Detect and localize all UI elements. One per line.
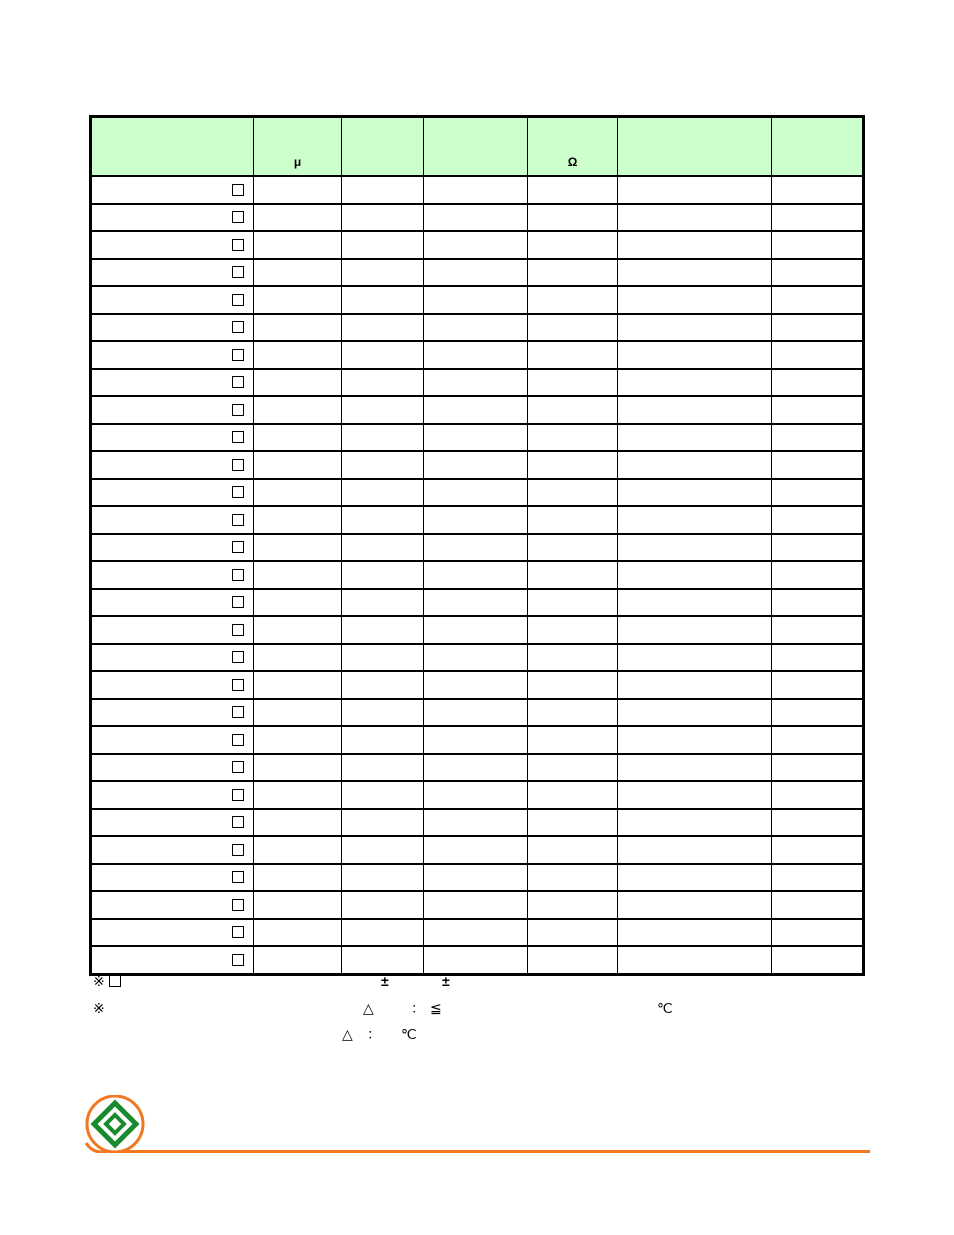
table-row: [91, 726, 864, 754]
table-row: [91, 589, 864, 617]
table-cell: [342, 561, 424, 589]
table-cell: [254, 506, 342, 534]
table-cell: [618, 231, 772, 259]
table-cell: [528, 864, 618, 892]
part-number-cell: [91, 919, 254, 947]
table-cell: [254, 644, 342, 672]
part-number-cell: [91, 616, 254, 644]
table-cell: [772, 616, 864, 644]
table-row: [91, 754, 864, 782]
table-cell: [254, 231, 342, 259]
table-cell: [424, 534, 528, 562]
box-icon: [232, 954, 244, 966]
table-row: [91, 396, 864, 424]
note-line-2: [93, 1000, 673, 1016]
table-cell: [772, 919, 864, 947]
part-number-cell: [91, 479, 254, 507]
table-cell: [342, 726, 424, 754]
table-cell: [424, 424, 528, 452]
table-cell: [424, 506, 528, 534]
table-cell: [618, 644, 772, 672]
table-cell: [772, 726, 864, 754]
table-cell: [528, 919, 618, 947]
box-icon: [232, 486, 244, 498]
table-cell: [254, 561, 342, 589]
box-icon: [232, 734, 244, 746]
delta-symbol: △: [342, 1026, 353, 1042]
table-cell: [772, 864, 864, 892]
table-cell: [772, 341, 864, 369]
table-cell: [772, 314, 864, 342]
box-icon: [232, 239, 244, 251]
box-icon: [232, 184, 244, 196]
table-cell: [772, 809, 864, 837]
spec-table: [89, 115, 865, 976]
table-row: [91, 176, 864, 204]
table-row: [91, 534, 864, 562]
table-row: [91, 561, 864, 589]
table-cell: [618, 204, 772, 232]
table-cell: [618, 176, 772, 204]
table-cell: [528, 754, 618, 782]
table-cell: [342, 836, 424, 864]
table-cell: [772, 396, 864, 424]
table-row: [91, 644, 864, 672]
table-cell: [424, 864, 528, 892]
table-cell: [254, 176, 342, 204]
table-cell: [618, 341, 772, 369]
part-number-cell: [91, 231, 254, 259]
table-cell: [528, 506, 618, 534]
header-row: [91, 117, 864, 177]
part-number-cell: [91, 369, 254, 397]
table-cell: [342, 314, 424, 342]
box-icon: [232, 431, 244, 443]
table-cell: [618, 286, 772, 314]
part-number-cell: [91, 809, 254, 837]
table-cell: [618, 781, 772, 809]
celsius-symbol: ℃: [657, 1000, 673, 1016]
part-number-cell: [91, 836, 254, 864]
table-cell: [254, 946, 342, 974]
table-cell: [772, 204, 864, 232]
box-icon: [232, 349, 244, 361]
table-cell: [772, 506, 864, 534]
box-icon: [232, 514, 244, 526]
box-icon: [232, 541, 244, 553]
table-cell: [528, 204, 618, 232]
reference-mark: ※: [93, 1000, 105, 1016]
table-cell: [618, 754, 772, 782]
table-cell: [254, 671, 342, 699]
table-row: [91, 864, 864, 892]
part-number-cell: [91, 699, 254, 727]
table-cell: [528, 699, 618, 727]
table-cell: [618, 726, 772, 754]
table-cell: [342, 919, 424, 947]
part-number-cell: [91, 341, 254, 369]
box-icon: [232, 706, 244, 718]
footer-divider: [118, 1150, 870, 1153]
header-cell: μ: [254, 117, 342, 177]
header-cell: [91, 117, 254, 177]
table-cell: [528, 424, 618, 452]
table-cell: [772, 259, 864, 287]
table-cell: [424, 946, 528, 974]
table-row: [91, 314, 864, 342]
table-cell: [424, 671, 528, 699]
table-cell: [424, 644, 528, 672]
table-cell: [528, 314, 618, 342]
box-icon: [232, 926, 244, 938]
table-cell: [772, 946, 864, 974]
table-cell: [618, 699, 772, 727]
box-icon: [232, 789, 244, 801]
table-cell: [342, 809, 424, 837]
table-row: [91, 369, 864, 397]
table-cell: [424, 369, 528, 397]
table-cell: [254, 341, 342, 369]
part-number-cell: [91, 781, 254, 809]
table-cell: [254, 919, 342, 947]
table-cell: [254, 259, 342, 287]
table-cell: [342, 424, 424, 452]
table-row: [91, 836, 864, 864]
table-cell: [254, 699, 342, 727]
table-cell: [618, 919, 772, 947]
table-cell: [254, 424, 342, 452]
table-cell: [342, 864, 424, 892]
table-cell: [772, 451, 864, 479]
table-cell: [618, 451, 772, 479]
box-icon: [232, 651, 244, 663]
table-row: [91, 506, 864, 534]
box-icon: [232, 844, 244, 856]
table-cell: [528, 369, 618, 397]
table-cell: [424, 204, 528, 232]
part-number-cell: [91, 204, 254, 232]
celsius-symbol: ℃: [401, 1026, 417, 1042]
table-cell: [618, 891, 772, 919]
table-cell: [342, 534, 424, 562]
table-cell: [254, 616, 342, 644]
table-cell: [528, 644, 618, 672]
table-cell: [342, 369, 424, 397]
table-cell: [254, 286, 342, 314]
part-number-cell: [91, 314, 254, 342]
company-logo-icon: [84, 1095, 146, 1153]
table-row: [91, 891, 864, 919]
table-cell: [618, 836, 772, 864]
table-cell: [342, 671, 424, 699]
table-cell: [772, 534, 864, 562]
table-cell: [528, 781, 618, 809]
table-cell: [424, 314, 528, 342]
table-cell: [342, 781, 424, 809]
table-cell: [528, 589, 618, 617]
leq-symbol: ≦: [430, 1000, 442, 1016]
table-cell: [528, 231, 618, 259]
table-cell: [254, 451, 342, 479]
header-cell: Ω: [528, 117, 618, 177]
table-row: [91, 259, 864, 287]
part-number-cell: [91, 534, 254, 562]
table-cell: [342, 286, 424, 314]
table-cell: [342, 589, 424, 617]
table-cell: [618, 589, 772, 617]
box-icon: [232, 569, 244, 581]
table-cell: [618, 479, 772, 507]
box-icon: [232, 624, 244, 636]
note-line-3: [342, 1026, 417, 1042]
part-number-cell: [91, 754, 254, 782]
table-cell: [528, 396, 618, 424]
box-icon: [232, 266, 244, 278]
table-cell: [342, 506, 424, 534]
table-cell: [772, 644, 864, 672]
table-cell: [528, 891, 618, 919]
table-cell: [528, 616, 618, 644]
table-cell: [772, 754, 864, 782]
reference-mark: ※: [93, 973, 105, 989]
table-cell: [772, 561, 864, 589]
part-number-cell: [91, 671, 254, 699]
table-row: [91, 946, 864, 974]
part-number-cell: [91, 286, 254, 314]
table-cell: [772, 369, 864, 397]
table-cell: [528, 341, 618, 369]
table-cell: [528, 809, 618, 837]
table-cell: [772, 479, 864, 507]
table-cell: [772, 699, 864, 727]
box-icon: [232, 899, 244, 911]
box-icon: [232, 294, 244, 306]
table-cell: [528, 561, 618, 589]
note-line-1: [93, 973, 450, 989]
plus-minus-symbol: ±: [442, 973, 450, 989]
box-icon: [232, 321, 244, 333]
table-cell: [254, 479, 342, 507]
table-cell: [254, 534, 342, 562]
table-cell: [772, 781, 864, 809]
table-row: [91, 341, 864, 369]
table-cell: [424, 396, 528, 424]
table-cell: [342, 699, 424, 727]
table-cell: [772, 231, 864, 259]
table-cell: [424, 699, 528, 727]
table-cell: [528, 259, 618, 287]
header-cell: [424, 117, 528, 177]
table-cell: [528, 286, 618, 314]
table-cell: [424, 176, 528, 204]
table-cell: [772, 589, 864, 617]
header-cell: [772, 117, 864, 177]
table-row: [91, 809, 864, 837]
table-cell: [618, 396, 772, 424]
table-cell: [342, 479, 424, 507]
table-cell: [424, 919, 528, 947]
table-row: [91, 699, 864, 727]
box-icon: [232, 404, 244, 416]
table-cell: [254, 809, 342, 837]
table-cell: [254, 891, 342, 919]
table-cell: [342, 451, 424, 479]
table-cell: [772, 286, 864, 314]
box-icon: [232, 459, 244, 471]
table-cell: [254, 836, 342, 864]
plus-minus-symbol: ±: [381, 973, 389, 989]
table-cell: [424, 836, 528, 864]
table-cell: [424, 259, 528, 287]
box-icon: [232, 376, 244, 388]
table-cell: [254, 204, 342, 232]
table-cell: [424, 809, 528, 837]
table-cell: [424, 286, 528, 314]
table-cell: [342, 396, 424, 424]
table-row: [91, 424, 864, 452]
table-cell: [528, 176, 618, 204]
part-number-cell: [91, 424, 254, 452]
table-cell: [618, 864, 772, 892]
table-cell: [424, 341, 528, 369]
table-cell: [528, 451, 618, 479]
box-icon: [232, 816, 244, 828]
table-row: [91, 616, 864, 644]
table-cell: [424, 781, 528, 809]
table-cell: [254, 589, 342, 617]
table-cell: [424, 754, 528, 782]
table-cell: [618, 506, 772, 534]
table-cell: [772, 424, 864, 452]
table-cell: [342, 616, 424, 644]
table-cell: [772, 671, 864, 699]
table-cell: [342, 176, 424, 204]
table-cell: [254, 754, 342, 782]
table-row: [91, 671, 864, 699]
table-cell: [772, 891, 864, 919]
colon-symbol: ：: [411, 1000, 425, 1016]
part-number-cell: [91, 451, 254, 479]
part-number-cell: [91, 864, 254, 892]
box-icon: [232, 871, 244, 883]
part-number-cell: [91, 259, 254, 287]
table-row: [91, 286, 864, 314]
table-cell: [424, 589, 528, 617]
table-cell: [618, 369, 772, 397]
table-cell: [342, 644, 424, 672]
table-cell: [342, 946, 424, 974]
table-cell: [424, 479, 528, 507]
table-cell: [424, 891, 528, 919]
table-cell: [342, 204, 424, 232]
table-cell: [618, 616, 772, 644]
table-row: [91, 781, 864, 809]
table-cell: [254, 314, 342, 342]
delta-symbol: △: [363, 1000, 374, 1016]
table-cell: [618, 534, 772, 562]
table-cell: [254, 781, 342, 809]
header-cell: [618, 117, 772, 177]
table-row: [91, 479, 864, 507]
table-row: [91, 204, 864, 232]
part-number-cell: [91, 396, 254, 424]
table-cell: [772, 836, 864, 864]
table-body: [91, 176, 864, 974]
table-cell: [528, 836, 618, 864]
table-cell: [342, 341, 424, 369]
part-number-cell: [91, 726, 254, 754]
box-icon: [232, 761, 244, 773]
table-cell: [618, 424, 772, 452]
table-cell: [618, 259, 772, 287]
table-cell: [528, 479, 618, 507]
table-cell: [424, 561, 528, 589]
table-cell: [772, 176, 864, 204]
table-cell: [342, 231, 424, 259]
table-cell: [342, 259, 424, 287]
box-icon: [232, 679, 244, 691]
table-row: [91, 231, 864, 259]
part-number-cell: [91, 176, 254, 204]
table-cell: [424, 451, 528, 479]
part-number-cell: [91, 946, 254, 974]
table-cell: [342, 754, 424, 782]
table-cell: [254, 369, 342, 397]
table-cell: [618, 809, 772, 837]
table-cell: [424, 231, 528, 259]
header-cell: [342, 117, 424, 177]
table-cell: [618, 314, 772, 342]
part-number-cell: [91, 589, 254, 617]
table-cell: [424, 726, 528, 754]
table-row: [91, 919, 864, 947]
part-number-cell: [91, 506, 254, 534]
table-cell: [528, 946, 618, 974]
box-icon: [232, 211, 244, 223]
table-cell: [254, 396, 342, 424]
table-cell: [528, 726, 618, 754]
part-number-cell: [91, 561, 254, 589]
table-cell: [528, 671, 618, 699]
box-icon: [232, 596, 244, 608]
table-cell: [424, 616, 528, 644]
colon-symbol: ：: [367, 1026, 381, 1042]
table-cell: [618, 561, 772, 589]
part-number-cell: [91, 891, 254, 919]
table-cell: [528, 534, 618, 562]
box-icon: [109, 975, 121, 987]
part-number-cell: [91, 644, 254, 672]
table-cell: [254, 864, 342, 892]
table-cell: [254, 726, 342, 754]
table-row: [91, 451, 864, 479]
table-cell: [618, 671, 772, 699]
table-cell: [342, 891, 424, 919]
table-cell: [618, 946, 772, 974]
